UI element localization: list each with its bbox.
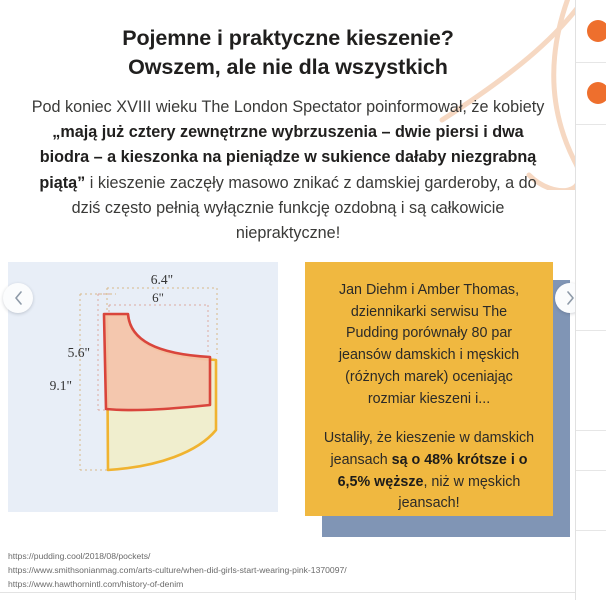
rail-badge-icon-2 bbox=[587, 82, 606, 104]
source-links bbox=[0, 550, 576, 592]
rail-item-2[interactable] bbox=[576, 62, 606, 125]
rail-divider-4 bbox=[576, 530, 606, 531]
page-title bbox=[0, 0, 576, 81]
pocket-size-diagram bbox=[8, 262, 278, 512]
headline-line-1: Pojemne i praktyczne kieszenie? bbox=[122, 26, 454, 50]
label-height-outer: 9.1" bbox=[49, 378, 72, 393]
headline-line-2: Owszem, ale nie dla wszystkich bbox=[128, 54, 448, 79]
label-width-inner: 6" bbox=[152, 290, 164, 305]
carousel-prev-button[interactable] bbox=[3, 283, 33, 313]
rail-item-1[interactable] bbox=[576, 0, 606, 63]
right-side-rail bbox=[575, 0, 606, 600]
quote-paragraph-2 bbox=[323, 428, 535, 515]
rail-divider-3 bbox=[576, 470, 606, 471]
lede-quote-bold: „mają już cztery zewnętrzne wybrzuszenia – dwie piersi i dwa biodra – a kieszonka na pieniądze w sukience dałaby niezgrabną piątą” bbox=[39, 123, 537, 192]
chevron-left-icon bbox=[14, 291, 23, 305]
pocket-diagram-svg bbox=[8, 262, 278, 512]
quote-callout bbox=[305, 262, 570, 537]
chevron-right-icon bbox=[566, 291, 575, 305]
footer-divider bbox=[0, 592, 576, 593]
lede-part-1: Pod koniec XVIII wieku The London Spectator poinformował, że kobiety bbox=[31, 98, 545, 117]
quote-p2-bold: są o 48% krótsze i o 6,5% węższe bbox=[337, 452, 528, 490]
quote-card bbox=[305, 262, 553, 516]
lede-paragraph bbox=[0, 81, 576, 246]
lede-part-2: i kieszenie zaczęły masowo znikać z damskiej garderoby, a do dziś często pełnią wyłącznie funkcję ozdobną i są całkowicie niepraktyczne! bbox=[71, 173, 537, 242]
label-width-outer: 6.4" bbox=[150, 272, 174, 287]
quote-paragraph-1: Jan Diehm i Amber Thomas, dziennikarki serwisu The Pudding porównały 80 par jeansów damskich i męskich (różnych marek) oceniając rozmiar kieszeni i... bbox=[338, 282, 520, 407]
quote-p2-part-2: , niż w męskich jeansach! bbox=[398, 473, 521, 512]
source-link-3[interactable]: https://www.hawthornintl.com/history-of-denim bbox=[8, 578, 184, 589]
content-panels bbox=[0, 262, 576, 542]
quote-p2-part-1: Ustaliły, że kieszenie w damskich jeansach bbox=[323, 430, 535, 469]
rail-divider-2 bbox=[576, 430, 606, 431]
rail-divider-1 bbox=[576, 330, 606, 331]
rail-badge-icon-1 bbox=[587, 20, 606, 42]
source-link-2[interactable]: https://www.smithsonianmag.com/arts-culture/when-did-girls-start-wearing-pink-1370097/ bbox=[8, 564, 347, 575]
label-height-inner: 5.6" bbox=[67, 345, 90, 360]
source-link-1[interactable]: https://pudding.cool/2018/08/pockets/ bbox=[8, 551, 151, 561]
